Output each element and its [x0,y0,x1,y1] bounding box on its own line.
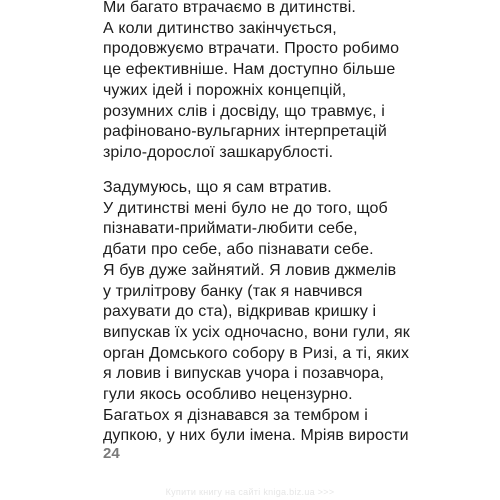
text-line: це ефективніше. Нам доступно більше [103,61,396,79]
text-line: Багатьох я дізнавався за тембром і [103,406,368,424]
text-line: орган Домського собору в Ризі, а ті, яких [103,344,410,362]
text-line: пізнавати-приймати-любити себе, [103,220,358,238]
text-line: Я був дуже зайнятий. Я ловив джмелів [103,261,397,279]
text-line: гули якось особливо нецензурно. [103,386,353,404]
text-line: дбати про себе, або пізнавати себе. [103,241,374,259]
text-line: випускав їх усіх одночасно, вони гули, як [103,323,410,341]
text-line: дупкою, у них були імена. Мріяв вирости [103,427,409,445]
text-line: У дитинстві мені було не до того, щоб [103,199,388,217]
text-line: у трилітрову банку (так я навчився [103,282,363,300]
text-line: Задумуюсь, що я сам втратив. [103,179,332,196]
paragraph-2 [103,178,423,447]
text-line: продовжуємо втрачати. Просто робимо [103,40,400,58]
text-line: розумних слів і досвіду, що травмує, і [103,102,385,120]
page-number: 24 [103,445,120,462]
text-line: рафіновано-вульгарних інтерпретацій [103,123,387,141]
text-line: рахувати до ста), відкривав кришку і [103,303,377,321]
text-line: я ловив і випускав учора і позавчора, [103,365,385,383]
paragraph-1 [103,0,423,164]
text-line: зріло-дорослої зашкарублості. [103,143,334,161]
text-line: Ми багато втрачаємо в дитинстві. [103,0,356,16]
text-line: А коли дитинство закінчується, [103,19,337,37]
text-line: чужих ідей і порожніх концепцій, [103,81,347,99]
watermark-link[interactable]: Купити книгу на сайті kniga.biz.ua >>> [165,487,335,497]
